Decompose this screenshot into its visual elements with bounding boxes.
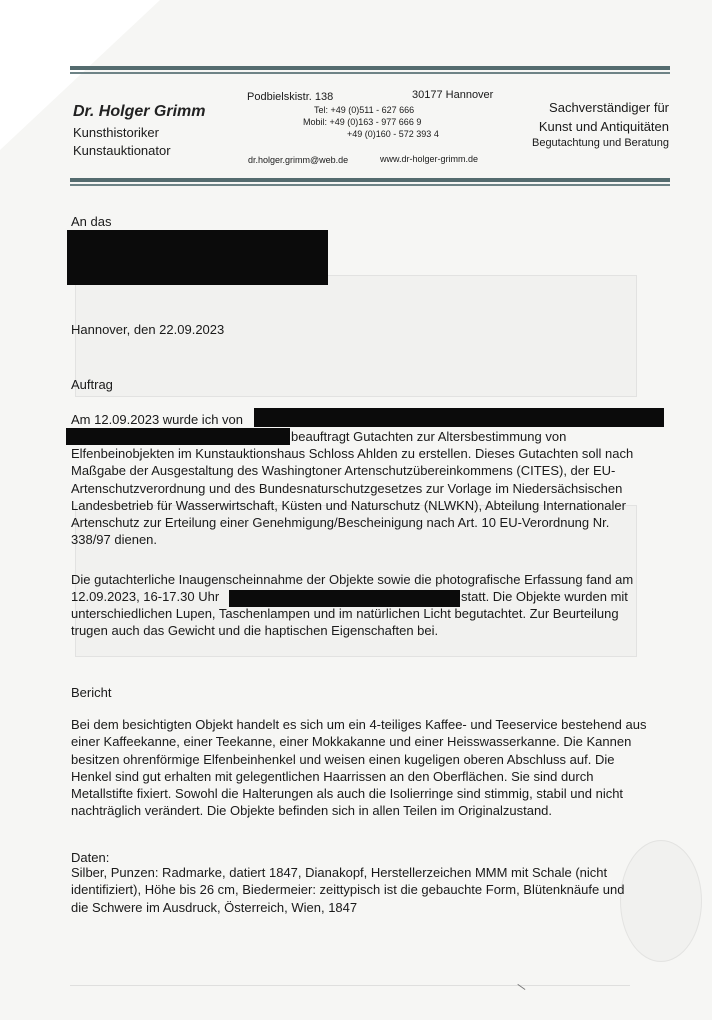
bericht-text-1: Bei dem besichtigten Objekt handelt es sich um ein 4-teiliges Kaffee- und Teeservice bestehend aus [71, 717, 647, 732]
bericht-paragraph [71, 716, 676, 820]
header-rule-top-thin [70, 72, 670, 74]
bericht-text-4: Henkel sind gut erhalten mit gelegentlichen Haarrissen an den Oberflächen. Sie sind durch [71, 768, 594, 784]
bericht-text-3: besitzen ohrenförmige Elfenbeinhenkel und weisen einen kugeligen oberen Abschluss auf. Die [71, 751, 615, 767]
letterhead-title-2: Kunst und Antiquitäten [538, 119, 669, 134]
redacted-recipient-address [67, 230, 328, 285]
pen-mark-icon: / [514, 983, 529, 991]
header-rule-bottom [70, 178, 670, 182]
bericht-text-5: Metallstifte fixiert. Sowohl die Halterungen als auch die Isolierringe sind stimmig, stabil und nicht [71, 786, 624, 802]
inspection-text-4: trugen auch das Gewicht und die haptischen Eigenschaften bei. [71, 623, 439, 638]
inspection-text-2b: statt. Die Objekte wurden mit [461, 589, 628, 604]
redacted-client-name-2 [66, 428, 290, 445]
auftrag-text-8: 338/97 dienen. [71, 532, 158, 548]
letterhead-name: Dr. Holger Grimm [73, 103, 206, 120]
auftrag-text-3: Elfenbeinobjekten im Kunstauktionshaus Schloss Ahlden zu erstellen. Dieses Gutachten soll nach [71, 446, 634, 461]
bericht-heading: Bericht [71, 685, 112, 700]
letterhead-role-2: Kunstauktionator [73, 143, 171, 158]
date-line: Hannover, den 22.09.2023 [71, 322, 225, 337]
inspection-text-2a: 12.09.2023, 16-17.30 Uhr [71, 589, 220, 604]
bericht-text-2: einer Kaffeekanne, einer Teekanne, einer Mokkakanne und einer Heisswasserkanne. Die Kannen [71, 734, 632, 750]
inspection-text-1: Die gutachterliche Inaugenscheinnahme der Objekte sowie die photografische Erfassung fand am [71, 572, 634, 587]
letterhead-mobile: Mobil: +49 (0)163 - 977 666 9 [303, 117, 422, 127]
header-rule-top [70, 66, 670, 70]
daten-paragraph [71, 864, 676, 916]
auftrag-heading: Auftrag [71, 377, 113, 392]
auftrag-text-5: Artenschutzverordnung und des Bundesnaturschutzgesetzes zur Vorlage im Niedersächsischen [71, 480, 623, 496]
recipient-label: An das [71, 214, 112, 229]
daten-heading: Daten: [71, 850, 110, 865]
letterhead-email: dr.holger.grimm@web.de [248, 155, 349, 165]
letterhead-mobile-2: +49 (0)160 - 572 393 4 [347, 129, 439, 139]
letterhead-street: Podbielskistr. 138 [247, 91, 334, 103]
daten-text-1: Silber, Punzen: Radmarke, datiert 1847, Dianakopf, Herstellerzeichen MMM mit Schale (nicht [71, 865, 608, 880]
redacted-client-name-1 [254, 408, 664, 427]
auftrag-paragraph [71, 445, 676, 549]
auftrag-text-2: beauftragt Gutachten zur Altersbestimmung von [291, 429, 567, 444]
header-rule-bottom-thin [70, 184, 670, 186]
letterhead-role-1: Kunsthistoriker [73, 125, 159, 140]
letterhead-title-3: Begutachtung und Beratung [531, 137, 669, 149]
letterhead-city: 30177 Hannover [412, 89, 494, 101]
letterhead-website: www.dr-holger-grimm.de [380, 154, 479, 164]
show-through-footer-line [70, 985, 630, 986]
auftrag-text-4: Maßgabe der Ausgestaltung des Washingtoner Artenschutzübereinkommens (CITES), der EU- [71, 463, 616, 479]
inspection-text-3: unterschiedlichen Lupen, Taschenlampen und im natürlichen Licht begutachtet. Zur Beurteilung [71, 606, 619, 621]
auftrag-text-1: Am 12.09.2023 wurde ich von [71, 412, 243, 427]
daten-text-2: identifiziert), Höhe bis 26 cm, Biedermeier: zeittypisch ist die gebauchte Form, Blütenknäufe und [71, 882, 625, 898]
daten-text-3: die Schwere im Ausdruck, Österreich, Wien, 1847 [71, 899, 358, 915]
bericht-text-6: nachträglich verändert. Die Objekte befinden sich in allen Teilen im Originalzustand. [71, 803, 553, 819]
letterhead-tel: Tel: +49 (0)511 - 627 666 [314, 105, 415, 115]
auftrag-text-7: Artenschutz zur Erteilung einer Genehmigung/Bescheinigung nach Art. 10 EU-Verordnung Nr. [71, 515, 610, 531]
auftrag-text-6: Landesbetrieb für Wasserwirtschaft, Küsten und Naturschutz (NLWKN), Abteilung Internationaler [71, 497, 626, 513]
letterhead-title-1: Sachverständiger für [549, 100, 669, 115]
